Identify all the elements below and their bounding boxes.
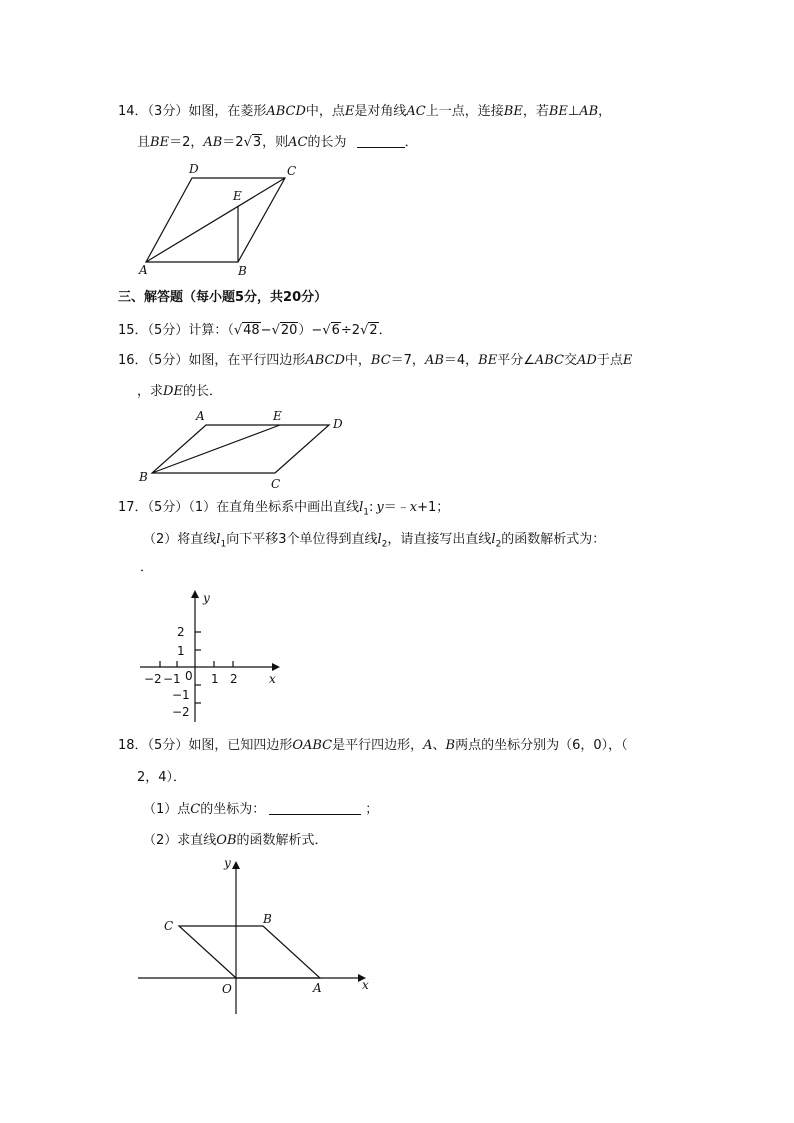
label-E: E	[273, 409, 282, 423]
tick-ym1: −1	[172, 688, 190, 702]
q14-line2: 且BE＝2，AB＝2√3，则AC的长为 ．	[137, 135, 418, 150]
tick-x2: 2	[230, 672, 238, 686]
tick-y2: 2	[177, 625, 185, 639]
label-C: C	[164, 919, 174, 933]
section-title: 三、解答题（每小题5分，共20分）	[118, 290, 328, 305]
label-B: B	[263, 912, 272, 926]
tick-ym2: −2	[172, 705, 190, 719]
q18-line3: （1）点C的坐标为： ；	[143, 802, 379, 817]
label-O: O	[222, 982, 232, 996]
y-arrow	[232, 861, 240, 869]
tick-xm2: −2	[144, 672, 162, 686]
label-B: B	[238, 264, 247, 278]
sqrt-48: √48	[233, 323, 260, 338]
label-D: D	[333, 417, 343, 431]
q18-line1: 18．（5分）如图，已知四边形OABC是平行四边形，A、B两点的坐标分别为（6，0），（	[118, 738, 628, 753]
q17-line1: 17．（5分）（1）在直角坐标系中画出直线$l_1$: y＝﹣x+1；	[118, 500, 450, 518]
tick-xm1: −1	[163, 672, 181, 686]
q16-line1: 16．（5分）如图，在平行四边形ABCD中，BC＝7，AB＝4，BE平分∠ABC交AD于点E	[118, 353, 633, 368]
tick-y1: 1	[177, 644, 185, 658]
q14-line1: 14．（3分）如图，在菱形ABCD中，点E是对角线AC上一点，连接BE，若BE⊥AB，	[118, 104, 612, 119]
q15-line: 15．（5分）计算：（√48−√20）−√6÷2√2．	[118, 323, 392, 338]
sqrt-2: √2	[360, 323, 378, 338]
parallelogram-oabc	[179, 926, 320, 978]
sqrt-6: √6	[322, 323, 340, 338]
q18-line2: 2，4）．	[137, 770, 187, 785]
q18-line4: （2）求直线OB的函数解析式．	[143, 833, 328, 848]
label-C: C	[287, 164, 297, 178]
origin-label: 0	[185, 669, 193, 683]
y-axis-label: y	[203, 591, 210, 605]
q17-line3: ．	[140, 560, 154, 575]
label-D: D	[189, 162, 199, 176]
q16-line2: ，求DE的长．	[137, 384, 222, 399]
label-E: E	[233, 189, 242, 203]
tick-x1: 1	[211, 672, 219, 686]
label-B: B	[139, 470, 148, 484]
x-axis-label: x	[362, 978, 369, 992]
label-A: A	[139, 263, 148, 277]
x-axis-label: x	[269, 672, 276, 686]
label-A: A	[313, 981, 322, 995]
label-C: C	[271, 477, 281, 491]
y-axis-label: y	[224, 856, 231, 870]
sqrt-3: √3	[243, 135, 262, 150]
sqrt-20: √20	[271, 323, 298, 338]
label-A: A	[196, 409, 205, 423]
q17-line2: （2）将直线$l_1$向下平移3个单位得到直线$l_2$，请直接写出直线$l_2$的函数解析式为：	[143, 532, 606, 550]
